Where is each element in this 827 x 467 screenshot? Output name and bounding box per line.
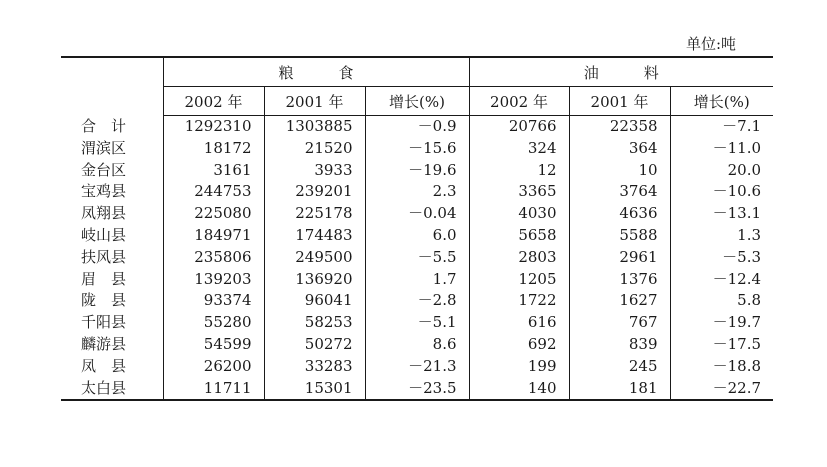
grain-growth-value: 6.0 [365, 225, 469, 247]
oil-growth-value: －7.1 [670, 116, 773, 138]
grain-2001-value: 33283 [264, 356, 365, 378]
region-name: 陇 县 [81, 291, 127, 310]
table-row [61, 116, 773, 138]
oil-growth-value: －5.3 [670, 247, 773, 269]
region-name: 扶风县 [81, 247, 127, 266]
grain-growth-header: 增长(%) [365, 87, 469, 116]
oil-2002-value: 199 [469, 356, 569, 378]
grain-growth-value: －19.6 [365, 160, 469, 182]
oil-2002-value: 12 [469, 160, 569, 182]
grain-2001-value: 1303885 [264, 116, 365, 138]
grain-group-header: 粮 食 [163, 57, 469, 87]
grain-growth-value: －5.5 [365, 247, 469, 269]
grain-2001-value: 15301 [264, 378, 365, 401]
oil-2001-header: 2001 年 [569, 87, 670, 116]
oil-growth-value: －12.4 [670, 269, 773, 291]
grain-growth-value: －21.3 [365, 356, 469, 378]
grain-2002-value: 139203 [163, 269, 264, 291]
group-header-row [61, 57, 773, 87]
grain-2001-value: 21520 [264, 138, 365, 160]
grain-2001-value: 50272 [264, 334, 365, 356]
oil-2001-value: 4636 [569, 203, 670, 225]
oil-2001-value: 5588 [569, 225, 670, 247]
grain-2002-value: 184971 [163, 225, 264, 247]
table-row [61, 247, 773, 269]
table-row [61, 181, 773, 203]
grain-2002-value: 54599 [163, 334, 264, 356]
oil-growth-value: 1.3 [670, 225, 773, 247]
oil-growth-value: －11.0 [670, 138, 773, 160]
oil-growth-value: －10.6 [670, 181, 773, 203]
region-name: 眉 县 [81, 269, 127, 288]
region-name: 凤 县 [81, 356, 127, 375]
oil-2002-value: 692 [469, 334, 569, 356]
region-name: 麟游县 [81, 334, 127, 353]
oil-2002-value: 5658 [469, 225, 569, 247]
grain-2001-value: 136920 [264, 269, 365, 291]
oil-2002-value: 3365 [469, 181, 569, 203]
table-row [61, 356, 773, 378]
oil-2001-value: 1627 [569, 290, 670, 312]
grain-2002-value: 225080 [163, 203, 264, 225]
table-row [61, 138, 773, 160]
oil-growth-value: －17.5 [670, 334, 773, 356]
oil-growth-value: －22.7 [670, 378, 773, 401]
grain-2001-value: 174483 [264, 225, 365, 247]
grain-growth-value: －23.5 [365, 378, 469, 401]
oil-group-header: 油 料 [469, 57, 773, 87]
oil-2001-value: 245 [569, 356, 670, 378]
oil-2001-value: 2961 [569, 247, 670, 269]
region-name: 宝鸡县 [81, 182, 127, 201]
oil-growth-value: －13.1 [670, 203, 773, 225]
oil-2002-value: 20766 [469, 116, 569, 138]
column-header-row [61, 87, 773, 116]
region-name: 合 计 [81, 116, 127, 135]
table-row [61, 160, 773, 182]
table-row [61, 334, 773, 356]
grain-2001-value: 96041 [264, 290, 365, 312]
grain-growth-value: －2.8 [365, 290, 469, 312]
grain-2001-value: 58253 [264, 312, 365, 334]
grain-2001-value: 3933 [264, 160, 365, 182]
grain-2002-value: 11711 [163, 378, 264, 401]
oil-2001-value: 839 [569, 334, 670, 356]
oil-growth-value: 5.8 [670, 290, 773, 312]
oil-2002-value: 140 [469, 378, 569, 401]
grain-2002-value: 244753 [163, 181, 264, 203]
grain-2001-header: 2001 年 [264, 87, 365, 116]
grain-2002-value: 26200 [163, 356, 264, 378]
grain-growth-value: －15.6 [365, 138, 469, 160]
grain-growth-value: －0.9 [365, 116, 469, 138]
oil-2002-value: 1205 [469, 269, 569, 291]
oil-2001-value: 1376 [569, 269, 670, 291]
stub-header [61, 57, 163, 116]
grain-2002-header: 2002 年 [163, 87, 264, 116]
oil-2002-value: 324 [469, 138, 569, 160]
grain-growth-value: 1.7 [365, 269, 469, 291]
grain-2002-value: 1292310 [163, 116, 264, 138]
oil-2001-value: 3764 [569, 181, 670, 203]
grain-2001-value: 225178 [264, 203, 365, 225]
oil-growth-value: －18.8 [670, 356, 773, 378]
table-row [61, 225, 773, 247]
grain-2002-value: 93374 [163, 290, 264, 312]
region-name: 凤翔县 [81, 204, 127, 223]
grain-2002-value: 3161 [163, 160, 264, 182]
region-name: 岐山县 [81, 225, 127, 244]
grain-growth-value: －0.04 [365, 203, 469, 225]
grain-growth-value: 2.3 [365, 181, 469, 203]
region-name: 金台区 [81, 160, 127, 179]
production-table [61, 56, 773, 401]
table-body [61, 116, 773, 401]
oil-2001-value: 364 [569, 138, 670, 160]
oil-2001-value: 22358 [569, 116, 670, 138]
oil-2001-value: 10 [569, 160, 670, 182]
table-row [61, 290, 773, 312]
region-name: 渭滨区 [81, 138, 127, 157]
grain-2001-value: 249500 [264, 247, 365, 269]
oil-2002-value: 4030 [469, 203, 569, 225]
region-name: 千阳县 [81, 313, 127, 332]
unit-label: 单位:吨 [686, 35, 737, 53]
grain-2002-value: 18172 [163, 138, 264, 160]
oil-growth-header: 增长(%) [670, 87, 773, 116]
oil-2002-value: 2803 [469, 247, 569, 269]
grain-2002-value: 55280 [163, 312, 264, 334]
oil-growth-value: －19.7 [670, 312, 773, 334]
oil-2002-value: 1722 [469, 290, 569, 312]
table-row [61, 203, 773, 225]
oil-2002-header: 2002 年 [469, 87, 569, 116]
table-row [61, 312, 773, 334]
grain-growth-value: 8.6 [365, 334, 469, 356]
oil-2001-value: 767 [569, 312, 670, 334]
grain-2002-value: 235806 [163, 247, 264, 269]
table-row [61, 269, 773, 291]
table-row [61, 378, 773, 401]
grain-2001-value: 239201 [264, 181, 365, 203]
oil-2002-value: 616 [469, 312, 569, 334]
grain-growth-value: －5.1 [365, 312, 469, 334]
oil-growth-value: 20.0 [670, 160, 773, 182]
oil-2001-value: 181 [569, 378, 670, 401]
region-name: 太白县 [61, 378, 163, 401]
